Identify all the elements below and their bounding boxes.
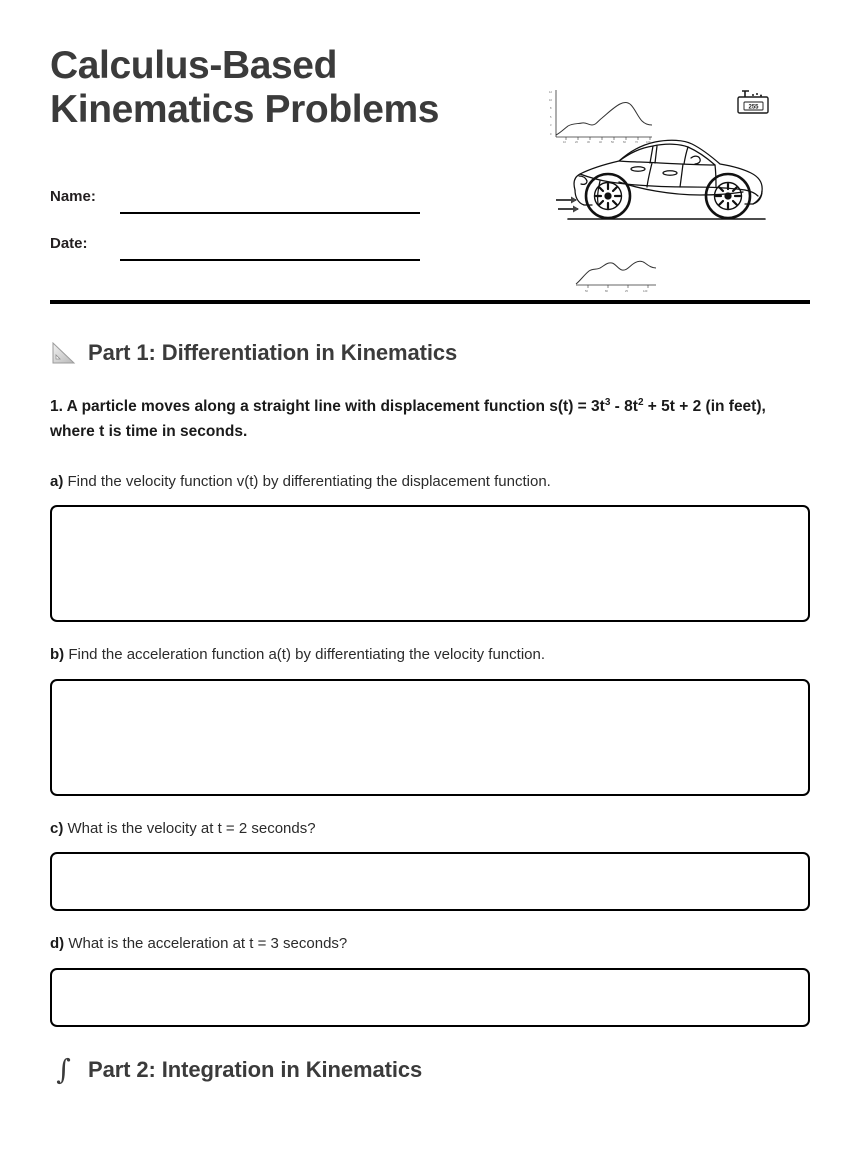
svg-text:8: 8 <box>550 107 552 110</box>
speed-badge <box>738 91 768 113</box>
svg-text:70: 70 <box>635 141 638 144</box>
triangle-ruler-icon <box>50 341 77 366</box>
svg-text:100: 100 <box>646 141 651 144</box>
svg-text:120: 120 <box>643 290 648 293</box>
subquestion-d <box>50 933 810 956</box>
svg-text:20: 20 <box>575 141 578 144</box>
subquestion-d-tag: d) <box>50 935 65 952</box>
subquestion-a-tag: a) <box>50 472 64 490</box>
bottom-line-chart <box>576 261 656 293</box>
car-kinematics-illustration <box>540 85 790 305</box>
question-1-text-before: 1. A particle moves along a straight line with displacement function s(t) = 3t <box>50 398 605 415</box>
name-field-row <box>50 167 430 214</box>
subquestion-a <box>50 471 810 494</box>
section-header-part-1 <box>50 340 810 366</box>
question-1-stem <box>50 394 810 445</box>
page-title-line-1: Calculus-Based <box>50 44 337 87</box>
svg-text:60: 60 <box>623 141 626 144</box>
svg-text:0: 0 <box>550 133 552 136</box>
date-field-label: Date: <box>50 234 88 252</box>
subquestion-b <box>50 644 810 667</box>
svg-text:40: 40 <box>599 141 602 144</box>
integral-icon: ∫ <box>56 1052 71 1086</box>
svg-text:30: 30 <box>587 141 590 144</box>
section-title-part-2: Part 2: Integration in Kinematics <box>88 1056 423 1082</box>
subquestion-c-tag: c) <box>50 819 64 837</box>
question-1-exponent-1: 3 <box>604 396 611 408</box>
svg-text:3: 3 <box>550 124 552 127</box>
page-header <box>0 0 860 300</box>
svg-text:10: 10 <box>549 99 552 102</box>
subquestion-c-text: What is the velocity at t = 2 seconds? <box>67 819 316 837</box>
student-info-fields <box>50 167 430 261</box>
svg-text:50: 50 <box>611 141 614 144</box>
sedan-car-drawing <box>568 140 765 219</box>
page-title-line-2: Kinematics Problems <box>50 88 440 132</box>
top-line-chart <box>549 90 652 144</box>
answer-box-a[interactable] <box>50 505 810 622</box>
name-field-label: Name: <box>50 187 96 205</box>
section-title-part-1: Part 1: Differentiation in Kinematics <box>88 340 458 365</box>
subquestion-a-text: Find the velocity function v(t) by differentiating the displacement function. <box>67 472 551 490</box>
name-input-line[interactable] <box>120 211 420 214</box>
page-title <box>50 44 480 133</box>
subquestion-b-tag: b) <box>50 646 65 663</box>
subquestion-c <box>50 818 810 841</box>
svg-text:50: 50 <box>585 290 588 293</box>
date-field-row <box>50 214 430 261</box>
worksheet-content <box>0 340 860 1086</box>
speed-badge-value: 255 <box>748 104 759 111</box>
question-1-text-mid: - 8t <box>610 398 638 415</box>
svg-text:80: 80 <box>605 290 608 293</box>
svg-text:25: 25 <box>625 290 628 293</box>
answer-box-d[interactable] <box>50 968 810 1027</box>
svg-text:12: 12 <box>549 91 552 94</box>
question-1-text-after: + 5t + 2 (in feet), where t is time in seconds. <box>50 398 766 441</box>
motion-arrows <box>556 197 579 213</box>
subquestion-d-text: What is the acceleration at t = 3 seconds? <box>68 935 348 952</box>
date-input-line[interactable] <box>120 258 420 261</box>
question-1-exponent-2: 2 <box>637 396 644 408</box>
section-header-part-2 <box>50 1052 810 1086</box>
subquestion-b-text: Find the acceleration function a(t) by differentiating the velocity function. <box>68 646 546 663</box>
svg-text:10: 10 <box>563 141 566 144</box>
answer-box-c[interactable] <box>50 852 810 911</box>
svg-text:5: 5 <box>550 116 552 119</box>
answer-box-b[interactable] <box>50 679 810 796</box>
